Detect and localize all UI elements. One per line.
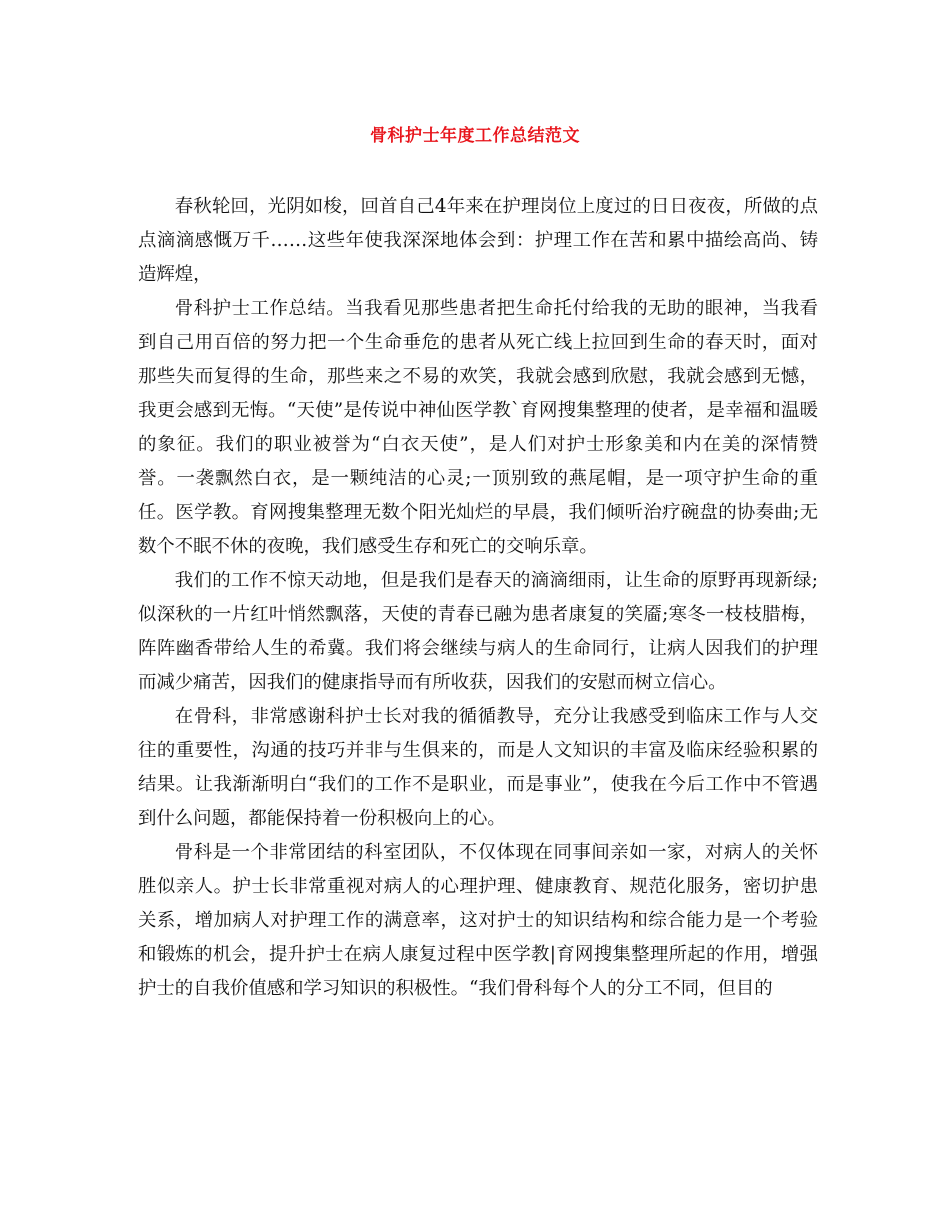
document-body: [138, 190, 818, 1006]
paragraph-3: 我们的工作不惊天动地，但是我们是春天的滴滴细雨，让生命的原野再现新绿;似深秋的一片红叶悄然飘落，天使的青春已融为患者康复的笑靥;寒冬一枝枝腊梅，阵阵幽香带给人生的希冀。我们将会继续与病人的生命同行，让病人因我们的护理而减少痛苦，因我们的健康指导而有所收获，因我们的安慰而树立信心。: [138, 570, 818, 693]
paragraph-2: 骨科护士工作总结。当我看见那些患者把生命托付给我的无助的眼神，当我看到自己用百倍的努力把一个生命垂危的患者从死亡线上拉回到生命的春天时，面对那些失而复得的生命，那些来之不易的欢笑，我就会感到欣慰，我就会感到无憾，我更会感到无悔。“天使”是传说中神仙医学教`育网搜集整理的使者，是幸福和温暖的象征。我们的职业被誉为“白衣天使”，是人们对护士形象美和内在美的深情赞誉。一袭飘然白衣，是一颗纯洁的心灵;一顶别致的燕尾帽，是一项守护生命的重任。医学教。育网搜集整理无数个阳光灿烂的早晨，我们倾听治疗碗盘的协奏曲;无数个不眠不休的夜晚，我们感受生存和死亡的交响乐章。: [138, 298, 818, 557]
document-title: 骨科护士年度工作总结范文: [370, 126, 580, 146]
paragraph-1: 春秋轮回，光阴如梭，回首自己4年来在护理岗位上度过的日日夜夜，所做的点点滴滴感慨万千……这些年使我深深地体会到：护理工作在苦和累中描绘高尚、铸造辉煌，: [138, 196, 818, 285]
paragraph-5: 骨科是一个非常团结的科室团队，不仅体现在同事间亲如一家，对病人的关怀胜似亲人。护士长非常重视对病人的心理护理、健康教育、规范化服务，密切护患关系，增加病人对护理工作的满意率，这对护士的知识结构和综合能力是一个考验和锻炼的机会，提升护士在病人康复过程中医学教|育网搜集整理所起的作用，增强护士的自我价值感和学习知识的积极性。“我们骨科每个人的分工不同，但目的: [138, 842, 818, 999]
paragraph-4: 在骨科，非常感谢科护士长对我的循循教导，充分让我感受到临床工作与人交往的重要性，沟通的技巧并非与生俱来的，而是人文知识的丰富及临床经验积累的结果。让我渐渐明白“我们的工作不是职业，而是事业”，使我在今后工作中不管遇到什么问题，都能保持着一份积极向上的心。: [138, 706, 818, 829]
